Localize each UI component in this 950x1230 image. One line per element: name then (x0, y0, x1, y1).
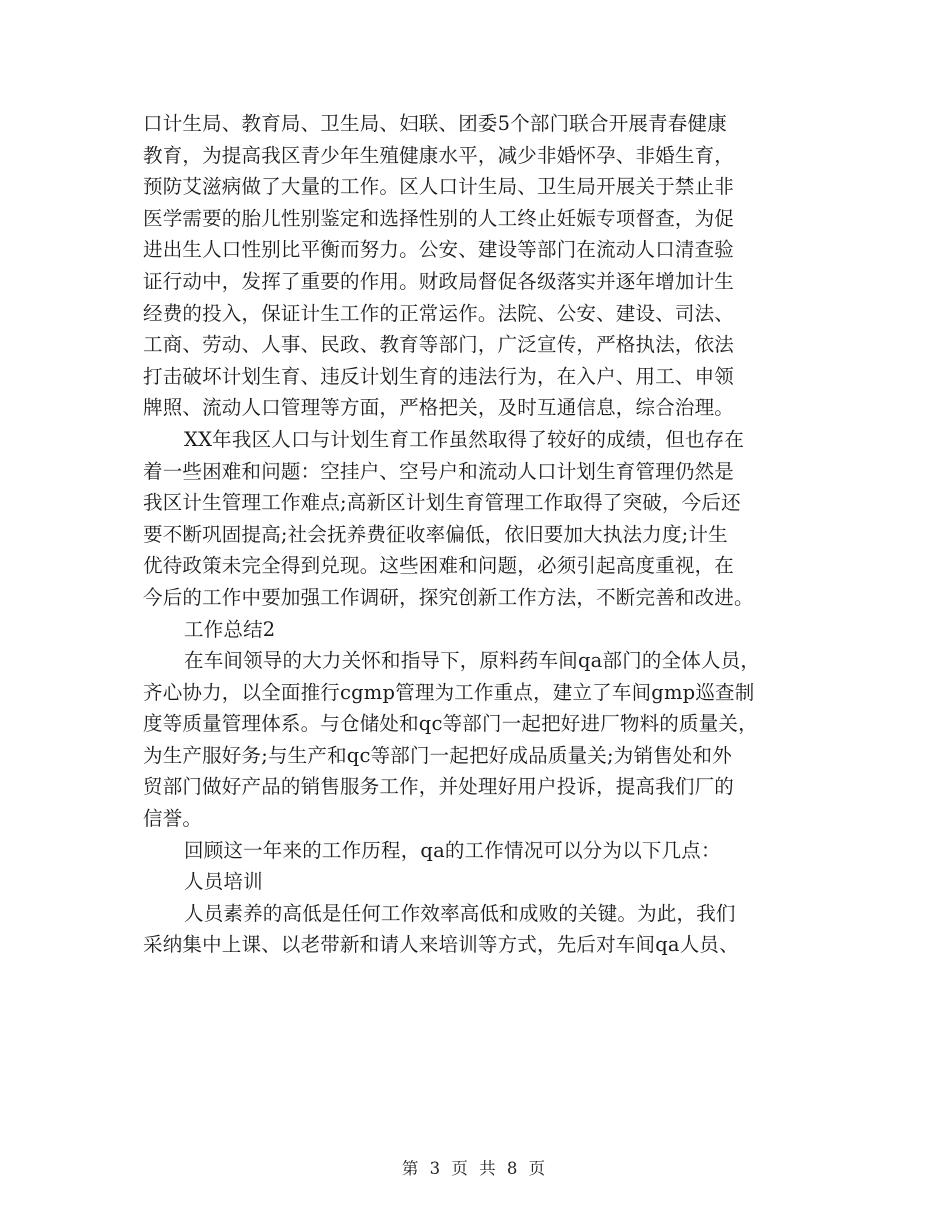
text-line: 经费的投入，保证计生工作的正常运作。法院、公安、建设、司法、 (143, 301, 735, 325)
text-line: 打击破坏计划生育、违反计划生育的违法行为，在入户、用工、申领 (143, 364, 735, 388)
text-line: 齐心协力，以全面推行cgmp管理为工作重点，建立了车间gmp巡查制 (143, 680, 755, 704)
text-line: 口计生局、教育局、卫生局、妇联、团委5个部门联合开展青春健康 (143, 112, 727, 135)
text-line: 教育，为提高我区青少年生殖健康水平，减少非婚怀孕、非婚生育， (143, 143, 735, 167)
text-line: 优待政策未完全得到兑现。这些困难和问题，必须引起高度重视，在 (143, 554, 735, 578)
text-line: 进出生人口性别比平衡而努力。公安、建设等部门在流动人口清查验 (143, 238, 735, 262)
text-line: 着一些困难和问题：空挂户、空号户和流动人口计划生育管理仍然是 (143, 459, 735, 483)
text-line: 在车间领导的大力关怀和指导下，原料药车间qa部门的全体人员， (184, 649, 761, 673)
document-body (143, 108, 833, 961)
text-line: 牌照、流动人口管理等方面，严格把关，及时互通信息，综合治理。 (143, 396, 735, 420)
text-line: 今后的工作中要加强工作调研，探究创新工作方法，不断完善和改进。 (143, 585, 754, 609)
text-line: 信誉。 (143, 807, 203, 831)
text-line: 贸部门做好产品的销售服务工作，并处理好用户投诉，提高我们厂的 (143, 775, 735, 799)
text-line: 度等质量管理体系。与仓储处和qc等部门一起把好进厂物料的质量关， (143, 712, 758, 736)
text-line: 医学需要的胎儿性别鉴定和选择性别的人工终止妊娠专项督查，为促 (143, 206, 735, 230)
text-line: XX年我区人口与计划生育工作虽然取得了较好的成绩，但也存在 (184, 427, 745, 451)
text-line: 工作总结2 (184, 617, 276, 641)
text-line: 预防艾滋病做了大量的工作。区人口计生局、卫生局开展关于禁止非 (143, 175, 735, 199)
text-line: 采纳集中上课、以老带新和请人来培训等方式，先后对车间qa人员、 (143, 933, 739, 957)
text-line: 人员培训 (184, 870, 263, 894)
text-line: 为生产服好务;与生产和qc等部门一起把好成品质量关;为销售处和外 (143, 743, 732, 767)
text-line: 要不断巩固提高;社会抚养费征收率偏低，依旧要加大执法力度;计生 (143, 522, 728, 546)
text-line: 回顾这一年来的工作历程，qa的工作情况可以分为以下几点： (184, 838, 721, 862)
page-number-footer: 第 3 页 共 8 页 (401, 1159, 549, 1178)
text-line: 我区计生管理工作难点;高新区计划生育管理工作取得了突破，今后还 (143, 491, 741, 515)
text-line: 人员素养的高低是任何工作效率高低和成败的关键。为此，我们 (184, 901, 736, 925)
text-line: 工商、劳动、人事、民政、教育等部门，广泛宣传，严格执法，依法 (143, 333, 735, 357)
text-line: 证行动中，发挥了重要的作用。财政局督促各级落实并逐年增加计生 (143, 269, 735, 293)
